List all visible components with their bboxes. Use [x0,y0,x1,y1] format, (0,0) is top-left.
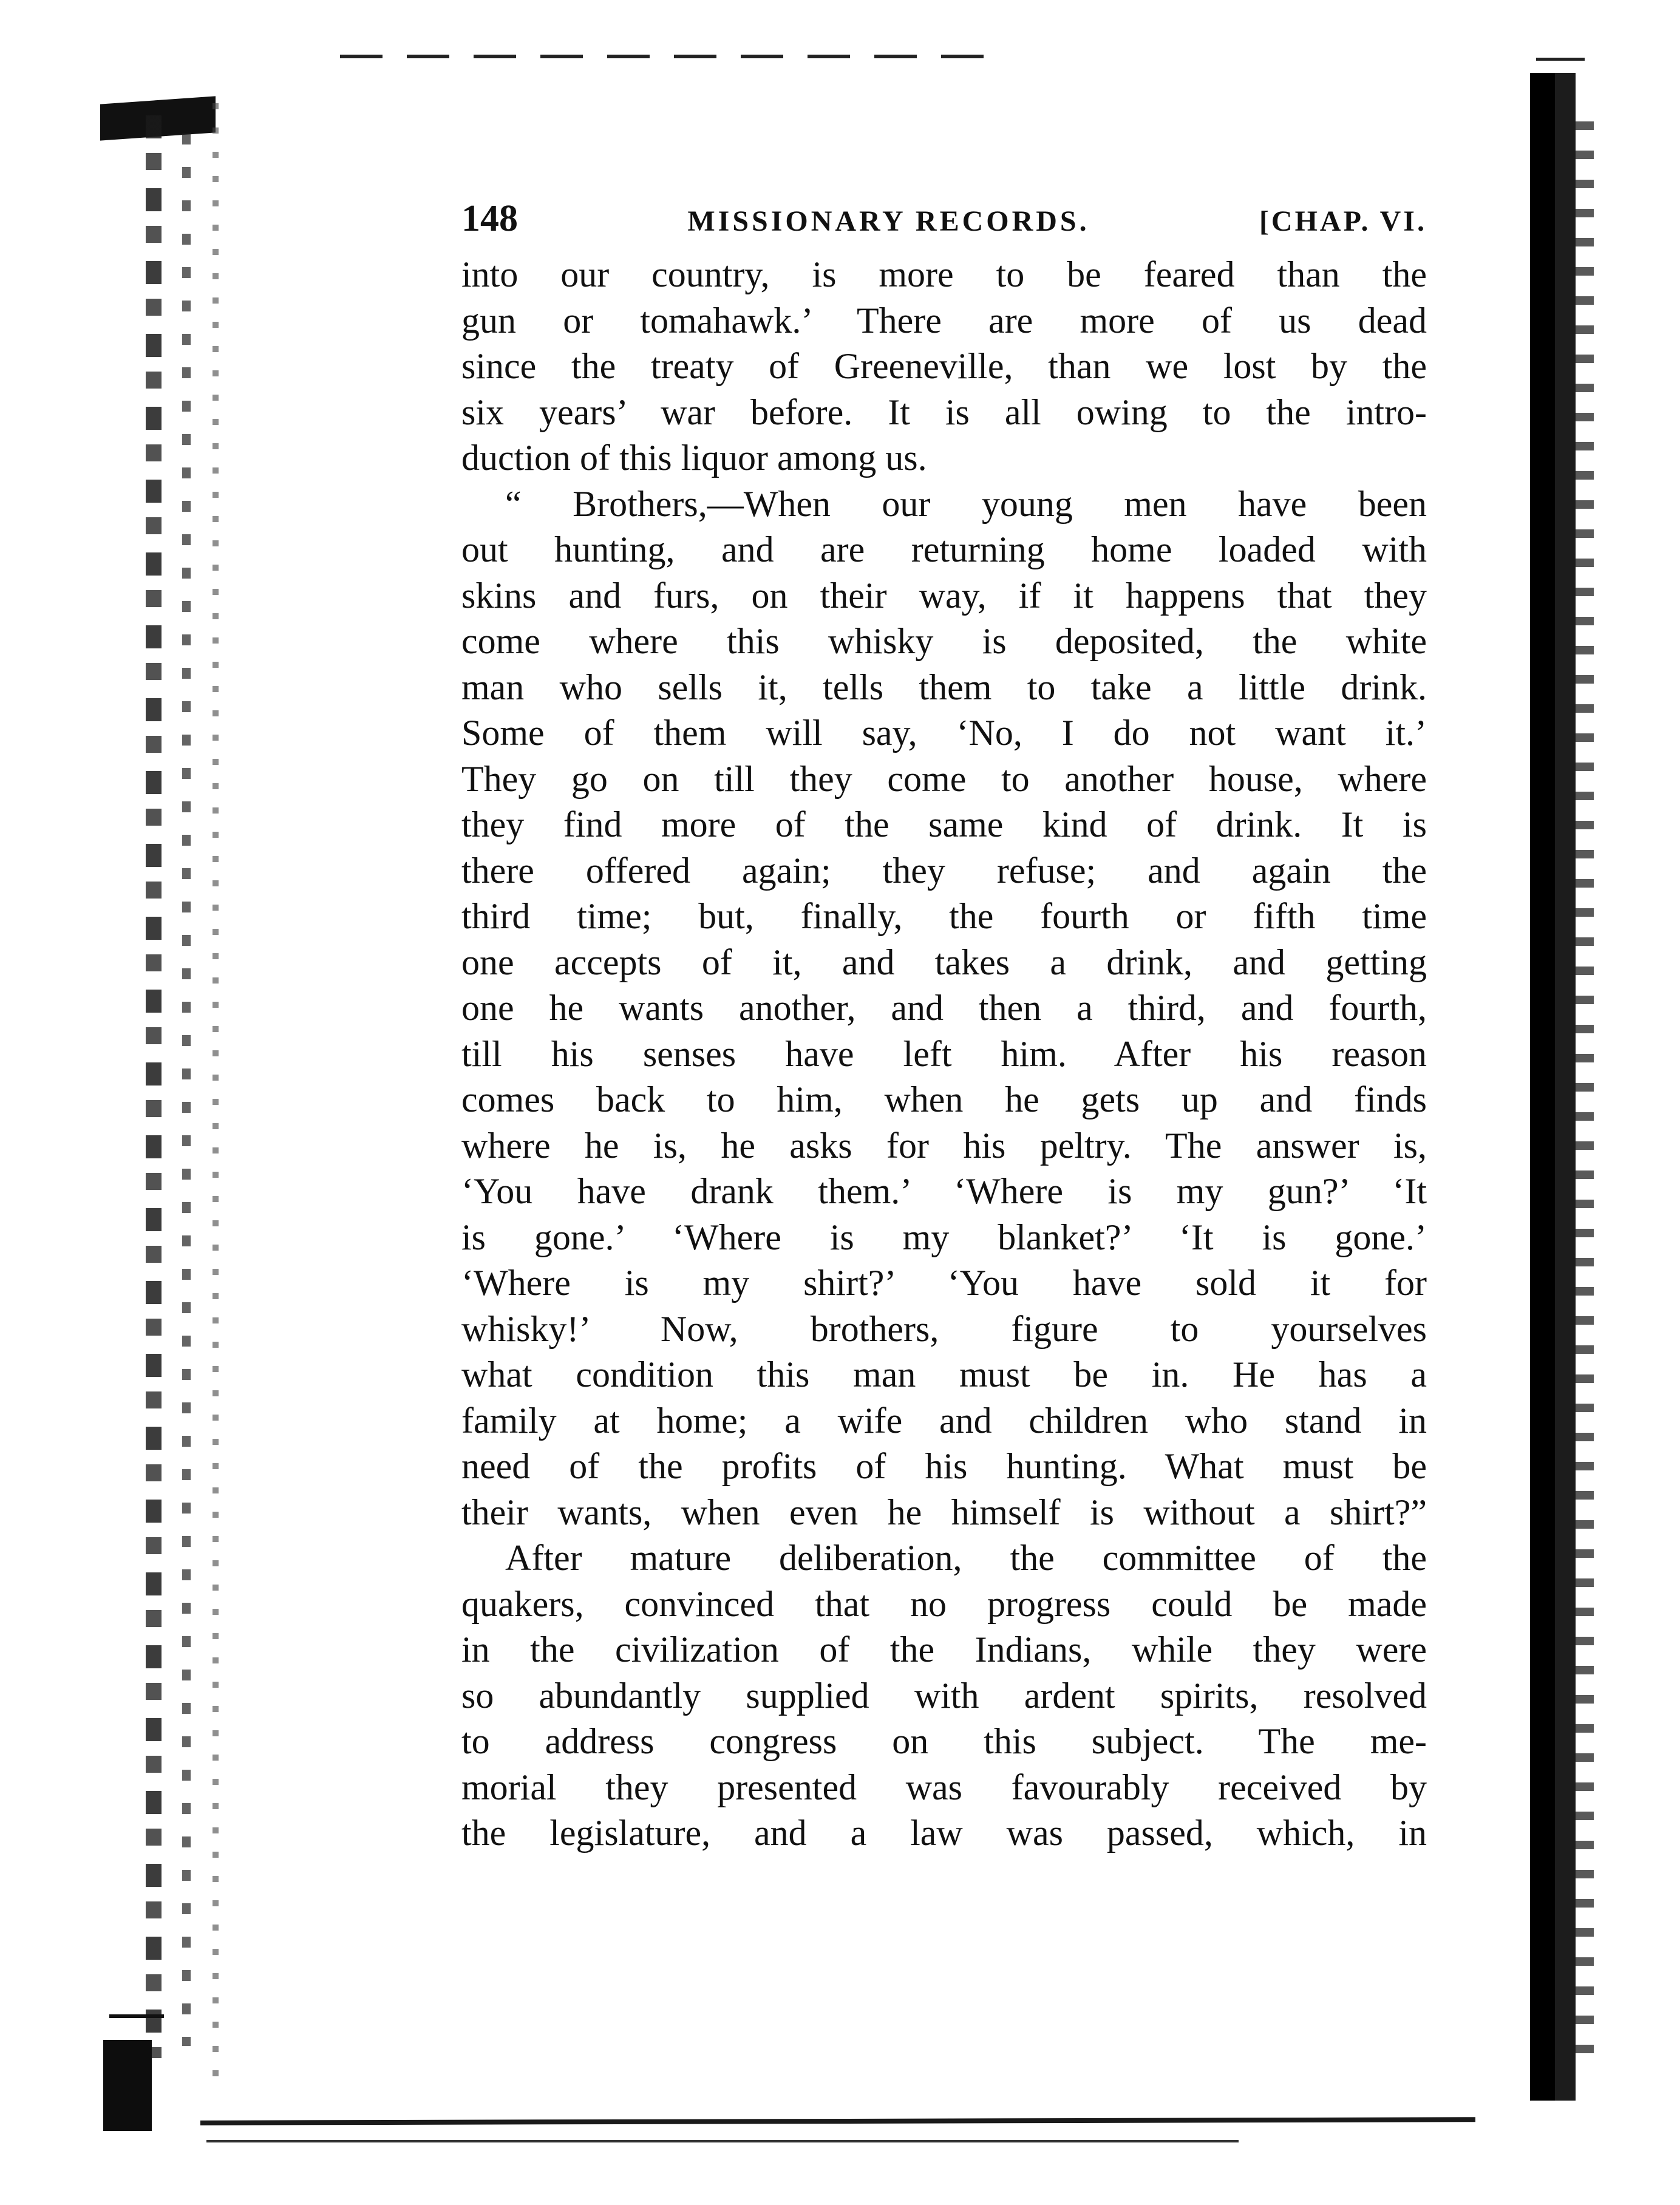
text-line: third time; but, finally, the fourth or fifth time [461,896,1427,936]
text-line: come where this whisky is deposited, the white [461,621,1427,661]
text-block [461,193,1427,1857]
text-line: comes back to him, when he gets up and finds [461,1079,1427,1119]
left-binding-edge-fine [213,103,219,2076]
text-line: till his senses have left him. After his reason [461,1033,1427,1074]
text-line: there offered again; they refuse; and again the [461,850,1427,891]
text-line: since the treaty of Greeneville, than we lost by the [461,346,1427,386]
text-line: man who sells it, tells them to take a little drink. [461,667,1427,707]
text-line: one accepts of it, and takes a drink, and getting [461,942,1427,982]
page-number: 148 [461,198,518,239]
text-line: After mature deliberation, the committee of the [505,1538,1427,1578]
text-line: They go on till they come to another house, where [461,758,1427,799]
left-binding-edge [146,115,162,2058]
text-line: they find more of the same kind of drink. It is [461,804,1427,844]
text-line: skins and furs, on their way, if it happens that they [461,575,1427,616]
left-binding-shadow-bottom [103,2040,152,2131]
text-line: ‘Where is my shirt?’ ‘You have sold it for [461,1263,1427,1303]
text-line: morial they presented was favourably received by [461,1767,1427,1807]
text-line: need of the profits of his hunting. What must be [461,1446,1427,1486]
text-line: out hunting, and are returning home loaded with [461,529,1427,569]
body-text [461,252,1427,1857]
text-line: quakers, convinced that no progress could be made [461,1583,1427,1624]
text-line: duction of this liquor among us. [461,438,927,478]
bottom-scan-rule-secondary [206,2140,1239,2142]
text-line: family at home; a wife and children who stand in [461,1400,1427,1441]
text-line: the legislature, and a law was passed, which, in [461,1813,1427,1853]
left-bottom-mark [109,2014,164,2018]
text-line: in the civilization of the Indians, while they were [461,1629,1427,1670]
chapter-label: [CHAP. VI. [1259,205,1427,237]
left-binding-edge-inner [182,134,191,2046]
text-line: Some of them will say, ‘No, I do not want it.’ [461,713,1427,753]
text-line: ‘You have drank them.’ ‘Where is my gun?’ ‘It [461,1171,1427,1211]
text-line: so abundantly supplied with ardent spirits, resolved [461,1675,1427,1716]
right-page-edge-fray [1576,121,1594,2064]
top-scan-rule [340,55,984,58]
right-page-edge-shadow [1530,73,1576,2101]
text-line: to address congress on this subject. The me- [461,1721,1427,1761]
text-line: “ Brothers,—When our young men have been [505,483,1427,524]
text-line: their wants, when even he himself is without a shirt?” [461,1492,1427,1532]
text-line: gun or tomahawk.’ There are more of us dead [461,300,1427,341]
text-line: whisky!’ Now, brothers, figure to yourselves [461,1308,1427,1349]
text-line: what condition this man must be in. He has a [461,1354,1427,1395]
text-line: six years’ war before. It is all owing to the intro- [461,392,1427,432]
text-line: is gone.’ ‘Where is my blanket?’ ‘It is gone.’ [461,1217,1427,1257]
right-top-mark [1536,58,1585,61]
text-line: into our country, is more to be feared than the [461,254,1427,294]
running-title: MISSIONARY RECORDS. [687,205,1090,237]
text-line: one he wants another, and then a third, and fourth, [461,988,1427,1028]
running-head [461,193,1427,247]
text-line: where he is, he asks for his peltry. The answer is, [461,1125,1427,1166]
bottom-scan-rule [200,2117,1475,2125]
